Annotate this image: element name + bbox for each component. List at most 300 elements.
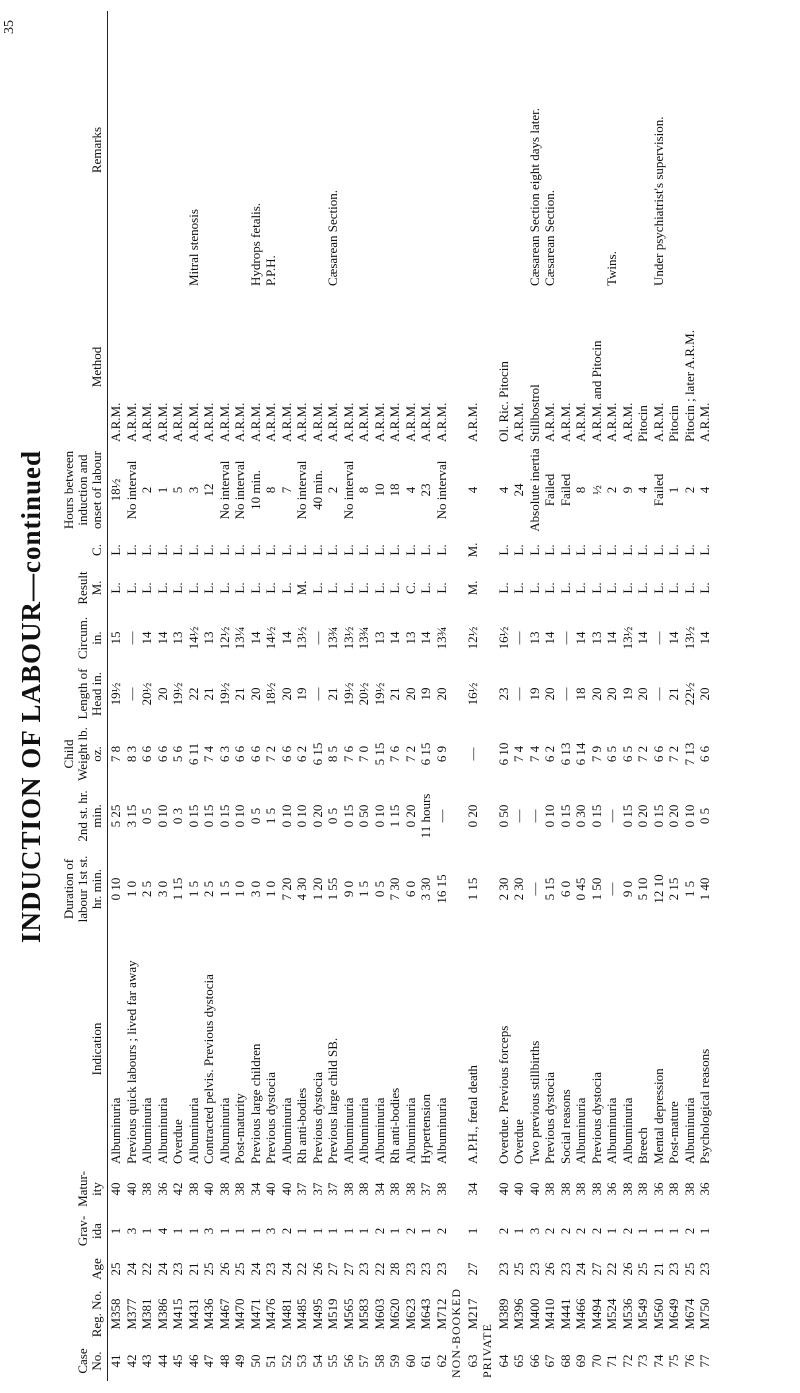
cell-head-circum: 13¾ [433, 626, 449, 650]
cell-gravida: 1 [666, 1227, 681, 1235]
cell-duration-2nd: 0 20 [464, 804, 480, 828]
cell-method: A.R.M. and Pitocin [588, 340, 604, 442]
cell-age: 26 [216, 1262, 232, 1276]
cell-case-no: 54 [309, 1354, 325, 1368]
cell-gravida: 1 [418, 1227, 433, 1235]
cell-result-c: L. [619, 544, 635, 556]
cell-length: 20½ [139, 682, 154, 706]
cell-result-m: L. [542, 582, 557, 594]
cell-remarks: P.P.H. [263, 255, 278, 286]
cell-reg-no: M358 [108, 1298, 123, 1330]
cell-result-m: L. [650, 582, 666, 594]
cell-reg-no: M620 [387, 1298, 402, 1330]
cell-result-c: L. [123, 544, 139, 556]
cell-remarks [232, 11, 248, 289]
cell-duration-2nd: 0 10 [278, 804, 294, 828]
cell-duration-2nd: 1 5 [263, 807, 278, 825]
cell-hours-interval: 10 [371, 483, 387, 497]
cell-result-m: L. [170, 582, 185, 594]
cell-remarks [294, 11, 310, 289]
cell-duration-1st: 1 0 [232, 880, 247, 898]
cell-case-no: 56 [340, 1354, 356, 1368]
table-row [186, 11, 202, 1381]
cell-gravida: 1 [247, 1227, 263, 1235]
cell-case-no: 72 [619, 1354, 635, 1368]
cell-indication: Albuminuria [185, 1097, 201, 1164]
cell-hours-interval: No interval [340, 460, 356, 520]
cell-remarks [418, 11, 434, 289]
cell-duration-2nd: 5 25 [108, 804, 123, 828]
cell-reg-no: M674 [681, 1298, 697, 1330]
cell-gravida: 1 [216, 1227, 232, 1235]
cell-duration-2nd: 0 10 [371, 804, 387, 828]
cell-maturity: 38 [681, 1182, 697, 1196]
cell-head-circum: 14 [542, 631, 557, 645]
cell-gravida: 2 [278, 1227, 294, 1235]
cell-weight: 6 6 [278, 745, 294, 763]
cell-length: 16½ [464, 682, 480, 706]
col-matur: Matur-ity [62, 1167, 108, 1211]
cell-hours-interval: 18 [387, 483, 402, 497]
cell-indication: Mental depression [650, 1068, 666, 1164]
cell-remarks [434, 11, 450, 289]
cell-duration-1st: 1 15 [464, 877, 480, 901]
cell-result-m: L. [108, 582, 123, 594]
cell-age: 23 [557, 1262, 573, 1276]
cell-length: 20 [635, 687, 650, 701]
table-row [697, 11, 713, 1381]
cell-maturity: 38 [588, 1182, 604, 1196]
col-age: Age [62, 1251, 108, 1287]
cell-result-c: L. [542, 544, 557, 556]
cell-hours-interval: 9 [619, 486, 635, 494]
cell-result-m: L. [681, 582, 697, 594]
cell-length: — [511, 687, 526, 701]
cell-maturity: 38 [557, 1182, 573, 1196]
cell-hours-interval: No interval [123, 460, 139, 520]
cell-case-no: 68 [557, 1354, 573, 1368]
cell-age: 26 [542, 1262, 557, 1276]
cell-indication: Albuminuria [681, 1097, 697, 1164]
cell-duration-1st: 1 20 [309, 877, 325, 901]
cell-result-m: L. [588, 582, 604, 594]
table-row [139, 11, 155, 1381]
cell-reg-no: M400 [526, 1298, 542, 1330]
cell-case-no: 60 [402, 1354, 418, 1368]
cell-weight: 6 6 [139, 745, 154, 763]
cell-indication: Hypertension [418, 1093, 433, 1164]
cell-indication: Overdue [511, 1119, 526, 1164]
cell-weight: 7 0 [356, 745, 371, 763]
cell-weight: 7 13 [681, 742, 697, 766]
cell-duration-1st: 9 0 [340, 880, 356, 898]
cell-method: A.R.M. [511, 402, 526, 442]
cell-maturity: 36 [604, 1182, 619, 1196]
cell-case-no: 46 [185, 1354, 201, 1368]
cell-indication: Previous dystocia [263, 1071, 278, 1164]
cell-reg-no: M481 [278, 1298, 294, 1330]
cell-remarks [387, 11, 403, 289]
cell-case-no: 41 [108, 1354, 123, 1368]
cell-weight: 6 6 [650, 745, 666, 763]
cell-remarks [697, 11, 713, 289]
cell-case-no: 61 [418, 1354, 433, 1368]
table-row [232, 11, 248, 1381]
cell-maturity: 37 [309, 1182, 325, 1196]
cell-case-no: 53 [294, 1354, 309, 1368]
cell-reg-no: M389 [495, 1298, 511, 1330]
cell-case-no: 65 [511, 1354, 526, 1368]
cell-head-circum: 15 [108, 631, 123, 645]
cell-maturity: 38 [619, 1182, 635, 1196]
cell-case-no: 70 [588, 1354, 604, 1368]
cell-weight: 6 6 [154, 745, 170, 763]
cell-case-no: 52 [278, 1354, 294, 1368]
section-row [480, 11, 496, 1381]
cell-method: A.R.M. [278, 402, 294, 442]
cell-gravida: 2 [557, 1227, 573, 1235]
cell-duration-2nd: 0 15 [619, 804, 635, 828]
cell-case-no: 48 [216, 1354, 232, 1368]
table-row [434, 11, 450, 1381]
cell-hours-interval: No interval [216, 460, 232, 520]
cell-weight: 7 2 [402, 745, 418, 763]
cell-duration-1st: 1 5 [185, 880, 201, 898]
cell-indication: Rh anti-bodies [294, 1087, 309, 1164]
cell-reg-no: M750 [697, 1298, 712, 1330]
cell-duration-1st: 7 20 [278, 877, 294, 901]
cell-maturity: 34 [464, 1182, 480, 1196]
cell-indication: Albuminuria [619, 1097, 635, 1164]
cell-gravida: 1 [294, 1227, 309, 1235]
cell-indication: Previous dystocia [542, 1071, 557, 1164]
cell-hours-interval: Absolute inertia [526, 448, 542, 532]
cell-weight: 6 6 [697, 745, 712, 763]
cell-age: 26 [309, 1262, 325, 1276]
cell-head-circum: 13 [526, 631, 542, 645]
cell-case-no: 47 [201, 1354, 216, 1368]
table-row [279, 11, 295, 1381]
cell-result-c: L. [387, 544, 402, 556]
cell-age: 28 [387, 1262, 402, 1276]
cell-reg-no: M410 [542, 1298, 557, 1330]
cell-result-c: L. [557, 544, 573, 556]
cell-head-circum: 13¼ [232, 626, 247, 650]
cell-age: 25 [108, 1262, 123, 1276]
cell-result-m: L. [573, 582, 588, 594]
cell-duration-2nd: 0 10 [232, 804, 247, 828]
cell-gravida: 1 [464, 1227, 480, 1235]
cell-case-no: 55 [325, 1354, 340, 1368]
cell-length: 19½ [340, 682, 356, 706]
cell-age: 23 [402, 1262, 418, 1276]
cell-remarks [620, 11, 636, 289]
header-row [62, 11, 108, 1381]
table-row [589, 11, 605, 1381]
cell-reg-no: M396 [511, 1298, 526, 1330]
cell-age: 21 [650, 1262, 666, 1276]
cell-duration-2nd: 0 5 [697, 807, 712, 825]
cell-gravida: 1 [650, 1227, 666, 1235]
cell-remarks [372, 11, 388, 289]
cell-weight: 7 6 [387, 745, 402, 763]
table-row [496, 11, 512, 1381]
cell-hours-interval: Failed [650, 473, 666, 507]
table-row [604, 11, 620, 1381]
table-row [403, 11, 419, 1381]
cell-head-circum: 14½ [185, 626, 201, 650]
cell-method: A.R.M. [263, 402, 278, 442]
cell-method: A.R.M. [464, 402, 480, 442]
cell-indication: Psychological reasons [697, 1048, 712, 1164]
cell-hours-interval: 4 [635, 486, 650, 494]
table-row [155, 11, 171, 1381]
cell-method: A.R.M. [340, 402, 356, 442]
cell-length: 18½ [263, 682, 278, 706]
cell-indication: Previous quick labours ; lived far away [123, 960, 139, 1164]
cell-method: A.R.M. [325, 402, 340, 442]
table-row [418, 11, 434, 1381]
table-row [666, 11, 682, 1381]
cell-indication: Contracted pelvis. Previous dystocia [201, 974, 216, 1164]
cell-length: 20 [542, 687, 557, 701]
cell-age: 25 [511, 1262, 526, 1276]
cell-hours-interval: Failed [542, 473, 557, 507]
cell-remarks [124, 11, 140, 289]
cell-head-circum: 13½ [294, 626, 309, 650]
table-row [170, 11, 186, 1381]
cell-indication: Albuminuria [216, 1097, 232, 1164]
cell-maturity: 40 [263, 1182, 278, 1196]
cell-indication: Albuminuria [433, 1097, 449, 1164]
cell-gravida: 2 [433, 1227, 449, 1235]
cell-gravida: 2 [681, 1227, 697, 1235]
cell-age: 23 [495, 1262, 511, 1276]
cell-duration-1st: 2 30 [511, 877, 526, 901]
cell-reg-no: M441 [557, 1298, 573, 1330]
table-row [217, 11, 233, 1381]
cell-result-c: L. [402, 544, 418, 556]
cell-gravida: 1 [108, 1227, 123, 1235]
cell-duration-1st: 2 15 [666, 877, 681, 901]
cell-result-m: L. [216, 582, 232, 594]
cell-head-circum: 14 [697, 631, 712, 645]
cell-duration-2nd: 1 15 [387, 804, 402, 828]
cell-maturity: 36 [154, 1182, 170, 1196]
cell-method: A.R.M. [604, 402, 619, 442]
cell-duration-2nd: 0 3 [170, 807, 185, 825]
cell-weight: 7 4 [201, 745, 216, 763]
cell-weight: 6 15 [309, 742, 325, 766]
cell-length: — [557, 687, 573, 701]
cell-length: 19 [418, 687, 433, 701]
col-dur-1st: Duration of labour 1st st. hr. min. [62, 847, 108, 931]
col-hours: Hours between induction and onset of labour [62, 445, 108, 535]
cell-method: Pitocin [666, 405, 681, 442]
cell-remarks [356, 11, 372, 289]
cell-reg-no: M471 [247, 1298, 263, 1330]
table-row [558, 11, 574, 1381]
cell-length: 20 [278, 687, 294, 701]
cell-length: — [650, 687, 666, 701]
cell-method: A.R.M. [139, 402, 154, 442]
cell-remarks [589, 11, 605, 289]
cell-hours-interval: 4 [697, 486, 712, 494]
cell-result-m: L. [185, 582, 201, 594]
cell-hours-interval: 8 [356, 486, 371, 494]
cell-reg-no: M536 [619, 1298, 635, 1330]
cell-result-c: L. [604, 544, 619, 556]
cell-case-no: 44 [154, 1354, 170, 1368]
cell-weight: 7 2 [263, 745, 278, 763]
cell-case-no: 62 [433, 1354, 449, 1368]
cell-indication: Albuminuria [108, 1097, 123, 1164]
cell-head-circum: 14 [573, 631, 588, 645]
cell-method: A.R.M. [201, 402, 216, 442]
cell-duration-1st: 3 0 [154, 880, 170, 898]
cell-indication: Albuminuria [139, 1097, 154, 1164]
cell-duration-2nd: 0 5 [247, 807, 263, 825]
cell-age: 22 [139, 1262, 154, 1276]
cell-weight: 6 10 [495, 742, 511, 766]
cell-age: 23 [433, 1262, 449, 1276]
cell-hours-interval: 2 [604, 486, 619, 494]
cell-remarks [666, 11, 682, 289]
cell-age: 25 [232, 1262, 247, 1276]
cell-age: 26 [619, 1262, 635, 1276]
table-row [527, 11, 543, 1381]
cell-hours-interval: 3 [185, 486, 201, 494]
cell-result-c: L. [108, 544, 123, 556]
cell-case-no: 69 [573, 1354, 588, 1368]
cell-gravida: 2 [402, 1227, 418, 1235]
cell-reg-no: M643 [418, 1298, 433, 1330]
cell-indication: Social reasons [557, 1089, 573, 1164]
cell-duration-1st: 1 15 [170, 877, 185, 901]
cell-result-m: L. [526, 582, 542, 594]
cell-maturity: 38 [402, 1182, 418, 1196]
cell-method: A.R.M. [154, 402, 170, 442]
cell-head-circum: — [557, 631, 573, 645]
cell-gravida: 1 [340, 1227, 356, 1235]
cell-duration-1st: 1 50 [588, 877, 604, 901]
table-row [651, 11, 667, 1381]
cell-reg-no: M495 [309, 1298, 325, 1330]
col-reg: Reg. No. [62, 1287, 108, 1341]
cell-case-no: 49 [232, 1354, 247, 1368]
cell-duration-2nd: 0 50 [356, 804, 371, 828]
cell-result-m: L. [604, 582, 619, 594]
cell-result-m: M. [294, 580, 309, 596]
cell-weight: 8 3 [123, 745, 139, 763]
col-result-c: C. [62, 535, 108, 565]
cell-result-c: L. [185, 544, 201, 556]
cell-duration-2nd: 0 15 [340, 804, 356, 828]
section-row [449, 11, 465, 1381]
cell-method: A.R.M. [387, 402, 402, 442]
cell-maturity: 40 [201, 1182, 216, 1196]
cell-length: 20 [154, 687, 170, 701]
cell-age: 25 [681, 1262, 697, 1276]
cell-duration-2nd: 0 15 [557, 804, 573, 828]
cell-duration-1st: 7 30 [387, 877, 402, 901]
cell-reg-no: M524 [604, 1298, 619, 1330]
cell-remarks: Under psychiatrist's supervision. [650, 116, 666, 286]
cell-method: Pitocin [635, 405, 650, 442]
cell-reg-no: M381 [139, 1298, 154, 1330]
cell-result-m: L. [511, 582, 526, 594]
cell-result-m: L. [232, 582, 247, 594]
cell-reg-no: M467 [216, 1298, 232, 1330]
cell-maturity: 38 [387, 1182, 402, 1196]
cell-head-circum: 13¾ [325, 626, 340, 650]
cell-head-circum: 14 [154, 631, 170, 645]
cell-result-m: L. [325, 582, 340, 594]
cell-case-no: 58 [371, 1354, 387, 1368]
cell-remarks [201, 11, 217, 289]
cell-weight: 6 6 [247, 745, 263, 763]
cell-hours-interval: 40 min. [309, 470, 325, 510]
cell-length: 19 [526, 687, 542, 701]
cell-duration-1st: 1 0 [123, 880, 139, 898]
cell-maturity: 42 [170, 1182, 185, 1196]
cell-result-m: C. [402, 582, 418, 594]
cell-gravida: 1 [604, 1227, 619, 1235]
cell-result-m: L. [635, 582, 650, 594]
cell-weight: 6 5 [604, 745, 619, 763]
cell-result-c: L. [232, 544, 247, 556]
cell-hours-interval: No interval [433, 460, 449, 520]
cell-gravida: 1 [325, 1227, 340, 1235]
cell-method: A.R.M. [309, 402, 325, 442]
cell-weight: 7 6 [340, 745, 356, 763]
induction-table [62, 11, 713, 1381]
cell-duration-1st: 0 45 [573, 877, 588, 901]
cell-reg-no: M712 [433, 1298, 449, 1330]
cell-maturity: 40 [511, 1182, 526, 1196]
cell-result-c: L. [216, 544, 232, 556]
cell-duration-2nd: 0 20 [402, 804, 418, 828]
cell-age: 21 [185, 1262, 201, 1276]
cell-result-c: L. [666, 544, 681, 556]
cell-duration-2nd: 0 5 [325, 807, 340, 825]
cell-method: A.R.M. [108, 402, 123, 442]
cell-age: 23 [697, 1262, 712, 1276]
cell-duration-1st: 2 5 [139, 880, 154, 898]
cell-maturity: 38 [216, 1182, 232, 1196]
cell-gravida: 2 [371, 1227, 387, 1235]
cell-head-circum: 14 [139, 631, 154, 645]
cell-maturity: 40 [278, 1182, 294, 1196]
cell-remarks [217, 11, 233, 289]
cell-maturity: 40 [526, 1182, 542, 1196]
cell-duration-2nd: — [604, 809, 619, 823]
col-remarks: Remarks [62, 11, 108, 289]
cell-gravida: 1 [185, 1227, 201, 1235]
cell-duration-1st: 3 30 [418, 877, 433, 901]
section-label: PRIVATE [480, 1323, 494, 1378]
cell-age: 24 [247, 1262, 263, 1276]
cell-duration-1st: 5 10 [635, 877, 650, 901]
cell-length: 19 [294, 687, 309, 701]
section-label: NON-BOOKED [449, 1288, 463, 1378]
cell-remarks [341, 11, 357, 289]
cell-result-c: L. [294, 544, 309, 556]
cell-maturity: 38 [573, 1182, 588, 1196]
cell-method: A.R.M. [418, 402, 433, 442]
page-title: INDUCTION OF LABOUR—continued [16, 449, 46, 944]
cell-indication: Previous large children [247, 1043, 263, 1164]
